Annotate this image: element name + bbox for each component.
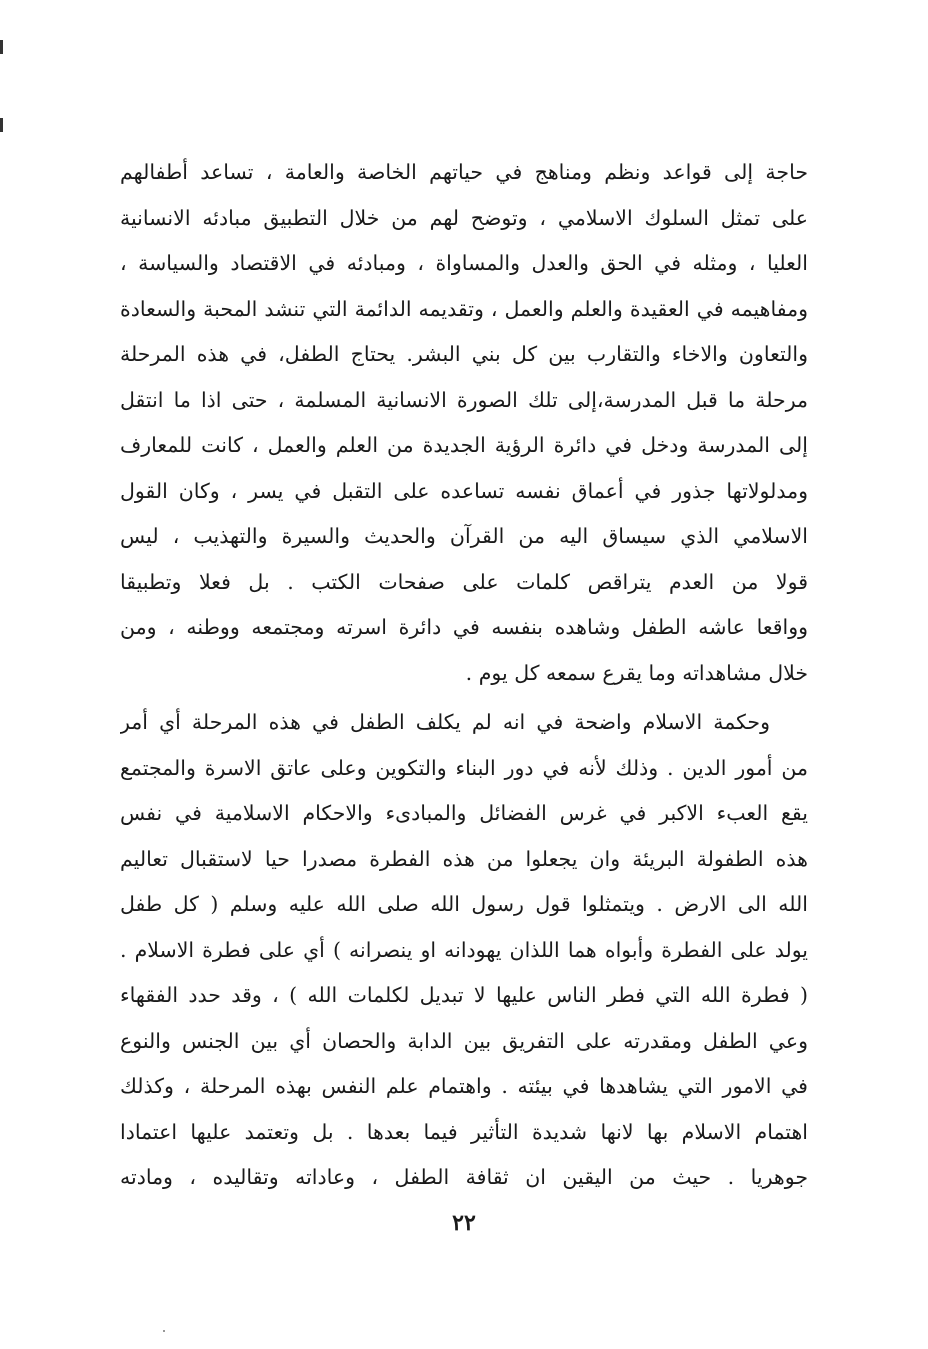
text-line: وعي الطفل ومقدرته على التفريق بين الدابة والحصان أي بين الجنس والنوع [120,1028,808,1053]
scan-margin-mark [0,40,3,54]
text-line: وواقعا عاشه الطفل وشاهده بنفسه في دائرة اسرته ومجتمعه ووطنه ، ومن [120,615,808,639]
text-line: إلى المدرسة ودخل في دائرة الرؤية الجديدة من العلم والعمل ، كانت للمعارف [120,433,808,457]
text-line: الاسلامي الذي سيساق اليه من القرآن والحديث والسيرة والتهذيب ، ليس [120,524,808,548]
text-line: جوهريا . حيث من اليقين ان ثقافة الطفل ، وعاداته وتقاليده ، ومادته [120,1165,808,1189]
scan-margin-mark [0,118,3,132]
text-line: هذه الطفولة البريئة وان يجعلوا من هذه الفطرة مصدرا حيا لاستقبال تعاليم [120,846,808,871]
text-line: على تمثل السلوك الاسلامي ، وتوضح لهم من خلال التطبيق مبادئه الانسانية [120,205,808,230]
text-line: ( فطرة الله التي فطر الناس عليها لا تبديل لكلمات الله ) ، وقد حدد الفقهاء [120,983,808,1007]
text-line: في الامور التي يشاهدها في بيئته . واهتمام علم النفس بهذه المرحلة ، وكذلك [120,1074,808,1098]
text-line: ومدلولاتها جذور في أعماق نفسه تساعده على التقبل في يسر ، وكان القول [120,478,808,503]
text-line: قولا من العدم يتراقص كلمات على صفحات الكتب . بل فعلا وتطبيقا [120,569,808,594]
text-line: من أمور الدين . وذلك لأنه في دور البناء والتكوين وعلى عاتق الاسرة والمجتمع [120,755,808,780]
text-line: مرحلة ما قبل المدرسة،إلى تلك الصورة الانسانية المسلمة ، حتى اذا ما انتقل [120,387,808,412]
text-line: اهتمام الاسلام بها لانها شديدة التأثير فيما بعدها . بل وتعتمد عليها اعتمادا [120,1119,808,1144]
text-line: العليا ، ومثله في الحق والعدل والمساواة ، ومبادئه في الاقتصاد والسياسة ، [120,251,808,275]
text-line: يولد على الفطرة وأبواه هما اللذان يهودانه او ينصرانه ) أي على فطرة الاسلام . [120,937,808,962]
scan-speck [163,1330,165,1332]
paragraph-1 [120,150,808,696]
page-number: ٢٢ [452,1210,476,1236]
text-line: خلال مشاهداته وما يقرع سمعه كل يوم . [465,660,808,685]
text-line: حاجة إلى قواعد ونظم ومناهج في حياتهم الخاصة والعامة ، تساعد أطفالهم [120,160,808,184]
text-line: الله الى الارض . ويتمثلوا قول رسول الله صلى الله عليه وسلم ( كل طفل [120,892,808,916]
text-line: يقع العبء الاكبر في غرس الفضائل والمبادىء والاحكام الاسلامية في نفس [120,801,808,825]
text-line: والتعاون والاخاء والتقارب بين كل بني البشر. يحتاج الطفل، في هذه المرحلة [120,342,808,366]
paragraph-2 [120,700,808,1201]
text-line: وحكمة الاسلام واضحة في انه لم يكلف الطفل في هذه المرحلة أي أمر [120,710,770,734]
text-line: ومفاهيمه في العقيدة والعلم والعمل ، وتقديمه الدائمة التي تنشد المحبة والسعادة [120,296,808,321]
